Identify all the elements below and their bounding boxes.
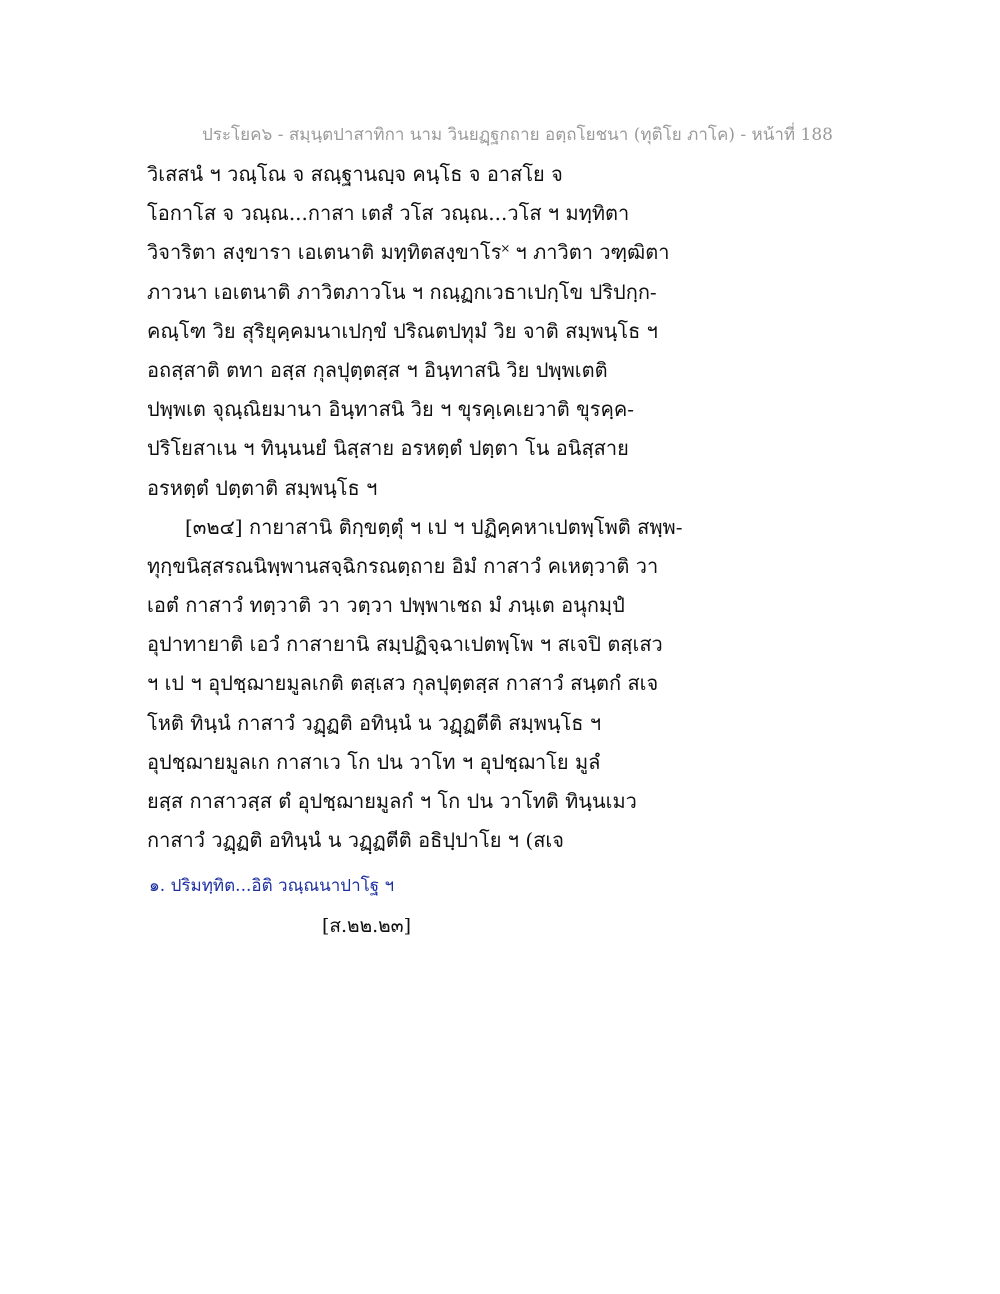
text-line: อุปชฺฌายมูลเก กาสาเว โก ปน วาโท ฯ อุปชฺฌาโย มูลํ: [147, 749, 601, 774]
body-text: [147, 160, 787, 865]
text-line: อถสฺสาติ ตทา อสฺส กุลปุตฺตสฺส ฯ อินฺทาสนิ วิย ปพฺพเตติ: [147, 357, 608, 382]
text-line: ปริโยสาเน ฯ ทินฺนนยํ นิสฺสาย อรหตฺตํ ปตฺตา โน อนิสฺสาย: [147, 436, 629, 461]
text-line: กาสาวํ วฏฺฏติ อทินฺนํ น วฏฺฏตีติ อธิปฺปาโย ฯ (สเจ: [147, 828, 564, 853]
paragraph-start-line: [๓๒๔] กายาสานิ ติกฺขตฺตุํ ฯ เป ฯ ปฏิคฺคหาเปตพฺโพติ สพฺพ-: [185, 514, 683, 539]
text-line: โอกาโส จ วณฺณ...กาสา เตสํ วโส วณฺณ...วโส ฯ มทฺทิตา: [147, 201, 630, 226]
text-line: ปพฺพเต จุณฺณิยมานา อินฺทาสนิ วิย ฯ ขุรคฺเคเยวาติ ขุรคฺค-: [147, 397, 634, 422]
text-line: โหติ ทินฺนํ กาสาวํ วฏฺฏติ อทินฺนํ น วฏฺฏตีติ สมฺพนฺโธ ฯ: [147, 710, 602, 735]
text-line: อุปาทายาติ เอวํ กาสายานิ สมฺปฏิจฺฉาเปตพฺโพ ฯ สเจปิ ตสฺเสว: [147, 632, 663, 657]
text-line: วิจาริตา สงฺขารา เอเตนาติ มทฺทิตสงฺขาโร˟ ฯ ภาวิตา วฑฺฒิตา: [147, 240, 670, 265]
page-reference: [ส.๒๒.๒๓]: [322, 915, 412, 937]
text-line: ทุกฺขนิสฺสรณนิพฺพานสจฺฉิกรณตฺถาย อิมํ กาสาวํ คเหตฺวาติ วา: [147, 553, 659, 578]
text-line: คณฺโฑ วิย สุริยุคฺคมนาเปกฺขํ ปริณตปทุมํ วิย จาติ สมฺพนฺโธ ฯ: [147, 318, 658, 343]
text-line: ฯ เป ฯ อุปชฺฌายมูลเกติ ตสฺเสว กุลปุตฺตสฺส กาสาวํ สนฺตกํ สเจ: [147, 671, 659, 696]
text-line: วิเสสนํ ฯ วณฺโณ จ สณฺฐานญฺจ คนฺโธ จ อาสโย จ: [147, 162, 563, 186]
text-line: เอตํ กาสาวํ ทตฺวาติ วา วตฺวา ปพฺพาเชถ มํ ภนฺเต อนุกมฺปํ: [147, 593, 625, 618]
footnote: ๑. ปริมทฺทิต...อิติ วณฺณนาปาโฐ ฯ: [149, 876, 395, 896]
text-line: ภาวนา เอเตนาติ ภาวิตภาวโน ฯ กณฺฏกเวธาเปกฺโข ปริปกฺก-: [147, 279, 657, 304]
text-line: ยสฺส กาสาวสฺส ตํ อุปชฺฌายมูลกํ ฯ โก ปน วาโทติ ทินฺนเมว: [147, 789, 637, 813]
text-line: อรหตฺตํ ปตฺตาติ สมฺพนฺโธ ฯ: [147, 475, 378, 500]
page-header: ประโยค๖ - สมฺนฺตปาสาทิกา นาม วินยฏฺฐกถาย อตฺถโยชนา (ทุติโย ภาโค) - หน้าที่ 188: [202, 125, 833, 145]
